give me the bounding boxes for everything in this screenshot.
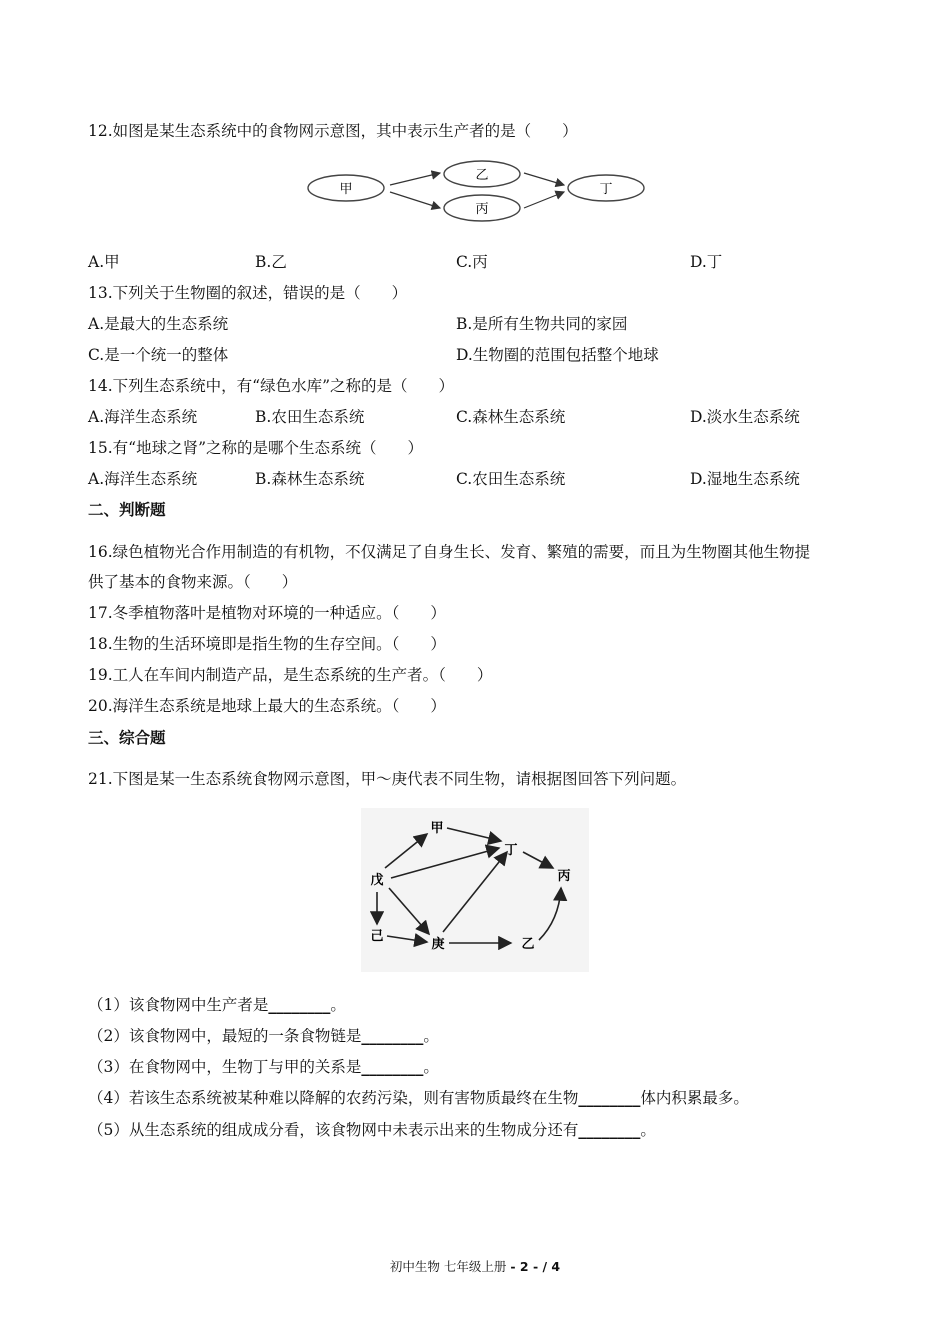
- label-geng: 庚: [431, 937, 445, 952]
- footer-subject: 初中生物 七年级上册: [389, 1259, 507, 1274]
- q15-stem: 15.有“地球之肾”之称的是哪个生态系统（ ）: [88, 439, 423, 457]
- q21-sub5: （5）从生态系统的组成成分看，该食物网中未表示出来的生物成分还有________。: [88, 1120, 656, 1139]
- page-footer: [0, 1258, 950, 1276]
- q21-sub4: （4）若该生态系统被某种难以降解的农药污染，则有害物质最终在生物________体内积累最多。: [88, 1088, 749, 1107]
- q15-option-c: C.农田生态系统: [456, 470, 566, 488]
- answer-blank: ________: [361, 1057, 424, 1076]
- q14-option-d: D.淡水生态系统: [690, 408, 800, 426]
- section-heading-judgement: 二、判断题: [88, 500, 166, 519]
- label-ji: 己: [370, 929, 384, 944]
- q17: 17.冬季植物落叶是植物对环境的一种适应。（ ）: [88, 604, 446, 622]
- q13-option-c: C.是一个统一的整体: [88, 346, 229, 364]
- q21-sub2: （2）该食物网中，最短的一条食物链是________。: [88, 1026, 439, 1045]
- answer-blank: ________: [578, 1088, 641, 1107]
- q14-option-b: B.农田生态系统: [255, 408, 365, 426]
- label-jia: 甲: [339, 182, 353, 197]
- q12-option-a: A.甲: [88, 253, 120, 271]
- q12-stem: 12.如图是某生态系统中的食物网示意图，其中表示生产者的是（ ）: [88, 122, 578, 140]
- arrow-jia-bing: [390, 192, 440, 208]
- q20: 20.海洋生态系统是地球上最大的生态系统。（ ）: [88, 697, 446, 715]
- q14-option-a: A.海洋生态系统: [88, 408, 198, 426]
- q12-option-b: B.乙: [255, 253, 287, 271]
- label-jia: 甲: [430, 821, 444, 836]
- q12-food-web-diagram: [300, 155, 685, 225]
- answer-blank: ________: [361, 1026, 424, 1045]
- q15-option-b: B.森林生态系统: [255, 470, 365, 488]
- q15-option-a: A.海洋生态系统: [88, 470, 198, 488]
- q16-line2: 供了基本的食物来源。（ ）: [88, 573, 298, 591]
- label-bing: 丙: [557, 869, 571, 884]
- q16-line1: 16.绿色植物光合作用制造的有机物，不仅满足了自身生长、发育、繁殖的需要，而且为生物圈其他生物提: [88, 543, 811, 561]
- label-ding: 丁: [599, 182, 613, 197]
- label-yi: 乙: [521, 937, 535, 952]
- arrow-bing-ding: [524, 192, 564, 208]
- q21-sub1: （1）该食物网中生产者是________。: [88, 995, 346, 1014]
- q12-option-d: D.丁: [690, 253, 723, 271]
- label-yi: 乙: [475, 168, 489, 183]
- q13-stem: 13.下列关于生物圈的叙述，错误的是（ ）: [88, 284, 408, 302]
- q14-option-c: C.森林生态系统: [456, 408, 566, 426]
- label-wu: 戊: [370, 873, 384, 888]
- diagram-background: [361, 808, 589, 972]
- q18: 18.生物的生活环境即是指生物的生存空间。（ ）: [88, 635, 446, 653]
- q13-option-b: B.是所有生物共同的家园: [456, 315, 628, 333]
- q19: 19.工人在车间内制造产品，是生态系统的生产者。（ ）: [88, 666, 493, 684]
- q13-option-d: D.生物圈的范围包括整个地球: [456, 346, 659, 364]
- arrow-yi-ding: [524, 173, 564, 185]
- label-ding: 丁: [504, 843, 518, 858]
- q21-stem: 21.下图是某一生态系统食物网示意图，甲～庚代表不同生物，请根据图回答下列问题。: [88, 770, 687, 788]
- label-bing: 丙: [475, 202, 489, 217]
- q21-sub3: （3）在食物网中，生物丁与甲的关系是________。: [88, 1057, 439, 1076]
- q21-food-web-diagram: [361, 808, 589, 972]
- page-number: - 2 - / 4: [510, 1259, 561, 1274]
- q14-stem: 14.下列生态系统中，有“绿色水库”之称的是（ ）: [88, 377, 454, 395]
- q13-option-a: A.是最大的生态系统: [88, 315, 229, 333]
- q15-option-d: D.湿地生态系统: [690, 470, 800, 488]
- arrow-jia-yi: [390, 173, 440, 185]
- q12-option-c: C.丙: [456, 253, 488, 271]
- section-heading-comprehensive: 三、综合题: [88, 728, 166, 747]
- answer-blank: ________: [578, 1120, 641, 1139]
- answer-blank: ________: [268, 995, 331, 1014]
